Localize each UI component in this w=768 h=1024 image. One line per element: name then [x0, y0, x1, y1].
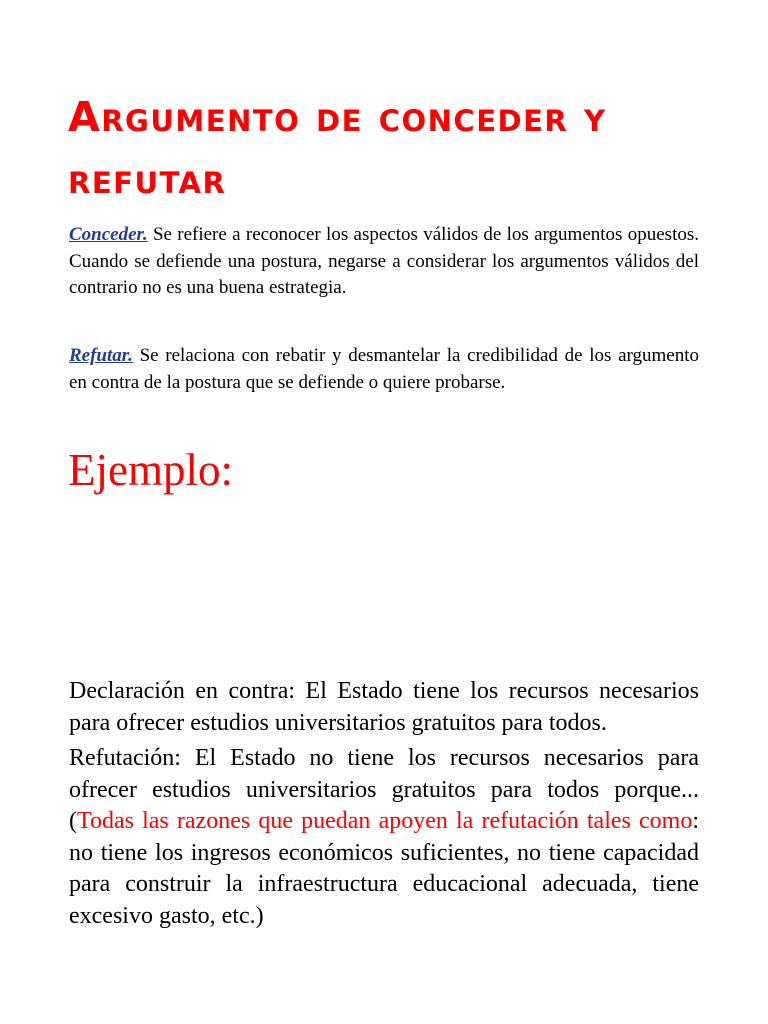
refutar-paragraph [69, 343, 699, 396]
conceder-paragraph [69, 222, 699, 302]
refutacion-intro: Refutación: El Estado no tiene los recursos necesarios para ofrecer estudios universitarios gratuitos para todos porque... ( [69, 745, 699, 834]
refutar-term: Refutar. [69, 345, 133, 366]
conceder-definition: Se refiere a reconocer los aspectos válidos de los argumentos opuestos. Cuando se defiende una postura, negarse a considerar los argumentos válidos del contrario no es una buena estrategia. [69, 224, 699, 298]
example-heading: Ejemplo: [68, 445, 233, 495]
document-title: Argumento de conceder y refutar [68, 93, 607, 203]
refutacion-rest: : no tiene los ingresos económicos suficientes, no tiene capacidad para construir la infraestructura educacional adecuada, tiene excesivo gasto, etc.) [69, 808, 699, 929]
refutacion-highlight: Todas las razones que puedan apoyen la refutación tales como [77, 808, 693, 834]
conceder-term: Conceder. [69, 224, 148, 245]
declaracion-paragraph: Declaración en contra: El Estado tiene los recursos necesarios para ofrecer estudios universitarios gratuitos para todos. [69, 678, 699, 736]
refutar-definition: Se relaciona con rebatir y desmantelar la credibilidad de los argumento en contra de la postura que se defiende o quiere probarse. [69, 345, 699, 393]
refutacion-paragraph [69, 743, 699, 932]
